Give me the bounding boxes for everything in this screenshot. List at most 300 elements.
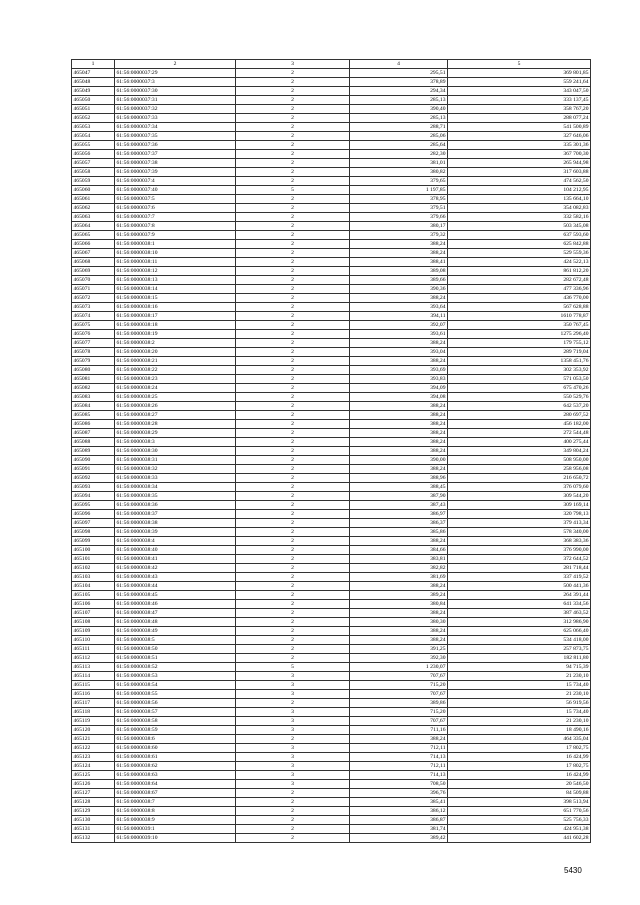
cadastral-number-cell: 61:56:0000038:35 [115,492,236,501]
row-id-cell: 465129 [72,807,115,816]
table-row [72,645,591,654]
value-cell: 272 544,48 [448,429,591,438]
row-id-cell: 465132 [72,834,115,843]
row-id-cell: 465112 [72,654,115,663]
value-cell: 559 241,64 [448,78,591,87]
value-cell: 625 842,88 [448,240,591,249]
value-cell: 56 919,56 [448,699,591,708]
table-row [72,303,591,312]
cadastral-number-cell: 61:56:0000038:36 [115,501,236,510]
cadastral-number-cell: 61:56:0000038:7 [115,798,236,807]
table-row [72,393,591,402]
category-cell: 2 [236,564,350,573]
value-cell: 376 079,60 [448,483,591,492]
row-id-cell: 465071 [72,285,115,294]
category-cell: 2 [236,609,350,618]
cadastral-number-cell: 61:56:0000037:5 [115,195,236,204]
cadastral-number-cell: 61:56:0000038:54 [115,681,236,690]
table-row [72,474,591,483]
table-row [72,330,591,339]
table-row [72,285,591,294]
row-id-cell: 465105 [72,591,115,600]
category-cell: 3 [236,780,350,789]
row-id-cell: 465056 [72,150,115,159]
area-cell: 386,37 [350,519,448,528]
row-id-cell: 465070 [72,276,115,285]
area-cell: 388,24 [350,294,448,303]
row-id-cell: 465102 [72,564,115,573]
value-cell: 675 470,26 [448,384,591,393]
area-cell: 712,11 [350,744,448,753]
row-id-cell: 465099 [72,537,115,546]
area-cell: 711,16 [350,726,448,735]
category-cell: 2 [236,285,350,294]
row-id-cell: 465090 [72,456,115,465]
cadastral-number-cell: 61:56:0000038:38 [115,519,236,528]
value-cell: 84 509,88 [448,789,591,798]
area-cell: 285,13 [350,114,448,123]
category-cell: 2 [236,816,350,825]
cadastral-number-cell: 61:56:0000038:10 [115,249,236,258]
area-cell: 1 230,07 [350,663,448,672]
value-cell: 264 391,44 [448,591,591,600]
category-cell: 2 [236,321,350,330]
table-row [72,177,591,186]
row-id-cell: 465050 [72,96,115,105]
cadastral-number-cell: 61:56:0000038:18 [115,321,236,330]
category-cell: 2 [236,222,350,231]
value-cell: 349 804,24 [448,447,591,456]
value-cell: 94 715,39 [448,663,591,672]
area-cell: 390,40 [350,105,448,114]
area-cell: 391,25 [350,645,448,654]
row-id-cell: 465127 [72,789,115,798]
cadastral-number-cell: 61:56:0000038:9 [115,816,236,825]
area-cell: 393,83 [350,375,448,384]
row-id-cell: 465052 [72,114,115,123]
cadastral-number-cell: 61:56:0000037:9 [115,231,236,240]
row-id-cell: 465069 [72,267,115,276]
table-row [72,699,591,708]
area-cell: 389,86 [350,699,448,708]
row-id-cell: 465108 [72,618,115,627]
cadastral-number-cell: 61:56:0000038:24 [115,384,236,393]
cadastral-number-cell: 61:56:0000037:31 [115,96,236,105]
row-id-cell: 465120 [72,726,115,735]
row-id-cell: 465094 [72,492,115,501]
cadastral-number-cell: 61:56:0000038:23 [115,375,236,384]
value-cell: 525 756,33 [448,816,591,825]
row-id-cell: 465114 [72,672,115,681]
row-id-cell: 465084 [72,402,115,411]
table-row [72,366,591,375]
row-id-cell: 465049 [72,87,115,96]
area-cell: 715,20 [350,708,448,717]
area-cell: 396,76 [350,789,448,798]
category-cell: 2 [236,699,350,708]
row-id-cell: 465124 [72,762,115,771]
value-cell: 534 418,00 [448,636,591,645]
area-cell: 388,24 [350,420,448,429]
category-cell: 2 [236,555,350,564]
table-row [72,735,591,744]
row-id-cell: 465080 [72,366,115,375]
value-cell: 327 646,06 [448,132,591,141]
table-row [72,789,591,798]
category-cell: 2 [236,465,350,474]
area-cell: 388,24 [350,339,448,348]
table-row [72,816,591,825]
row-id-cell: 465104 [72,582,115,591]
value-cell: 15 734,40 [448,708,591,717]
area-cell: 387,90 [350,492,448,501]
area-cell: 1 197,85 [350,186,448,195]
table-row [72,744,591,753]
cadastral-number-cell: 61:56:0000038:39 [115,528,236,537]
table-row [72,780,591,789]
category-cell: 3 [236,672,350,681]
category-cell: 2 [236,168,350,177]
table-row [72,582,591,591]
area-cell: 386,87 [350,816,448,825]
row-id-cell: 465087 [72,429,115,438]
row-id-cell: 465126 [72,780,115,789]
value-cell: 302 353,92 [448,366,591,375]
row-id-cell: 465074 [72,312,115,321]
cadastral-number-cell: 61:56:0000038:52 [115,663,236,672]
table-row [72,204,591,213]
cadastral-number-cell: 61:56:0000037:33 [115,114,236,123]
category-cell: 2 [236,411,350,420]
area-cell: 382,82 [350,564,448,573]
value-cell: 258 956,08 [448,465,591,474]
value-cell: 312 986,90 [448,618,591,627]
value-cell: 317 603,88 [448,168,591,177]
value-cell: 464 335,04 [448,735,591,744]
cadastral-number-cell: 61:56:0000038:67 [115,789,236,798]
category-cell: 3 [236,717,350,726]
category-cell: 2 [236,807,350,816]
cadastral-number-cell: 61:56:0000038:48 [115,618,236,627]
row-id-cell: 465113 [72,663,115,672]
table-row [72,546,591,555]
category-cell: 2 [236,357,350,366]
cadastral-number-cell: 61:56:0000038:61 [115,753,236,762]
cadastral-number-cell: 61:56:0000038:49 [115,627,236,636]
value-cell: 257 873,75 [448,645,591,654]
table-row [72,231,591,240]
category-cell: 2 [236,600,350,609]
category-cell: 2 [236,339,350,348]
table-row [72,78,591,87]
category-cell: 3 [236,681,350,690]
row-id-cell: 465063 [72,213,115,222]
value-cell: 282 672,48 [448,276,591,285]
table-row [72,681,591,690]
category-cell: 2 [236,267,350,276]
value-cell: 861 812,20 [448,267,591,276]
table-row [72,96,591,105]
cadastral-number-cell: 61:56:0000037:30 [115,87,236,96]
row-id-cell: 465068 [72,258,115,267]
area-cell: 393,04 [350,348,448,357]
row-id-cell: 465051 [72,105,115,114]
area-cell: 385,41 [350,798,448,807]
table-row [72,483,591,492]
cadastral-number-cell: 61:56:0000037:39 [115,168,236,177]
cadastral-number-cell: 61:56:0000038:53 [115,672,236,681]
category-cell: 2 [236,501,350,510]
cadastral-number-cell: 61:56:0000038:50 [115,645,236,654]
value-cell: 641 334,56 [448,600,591,609]
area-cell: 389,08 [350,267,448,276]
table-row [72,321,591,330]
category-cell: 2 [236,240,350,249]
area-cell: 388,24 [350,465,448,474]
value-cell: 367 700,30 [448,150,591,159]
cadastral-number-cell: 61:56:0000038:17 [115,312,236,321]
table-row [72,114,591,123]
area-cell: 379,32 [350,231,448,240]
area-cell: 285,06 [350,132,448,141]
value-cell: 1358 451,76 [448,357,591,366]
area-cell: 387,43 [350,501,448,510]
area-cell: 388,24 [350,582,448,591]
area-cell: 380,30 [350,618,448,627]
category-cell: 2 [236,105,350,114]
cadastral-number-cell: 61:56:0000037:29 [115,69,236,78]
area-cell: 712,11 [350,762,448,771]
cadastral-number-cell: 61:56:0000038:4 [115,537,236,546]
value-cell: 477 336,96 [448,285,591,294]
row-id-cell: 465095 [72,501,115,510]
row-id-cell: 465047 [72,69,115,78]
category-cell: 2 [236,123,350,132]
row-id-cell: 465066 [72,240,115,249]
category-cell: 2 [236,456,350,465]
value-cell: 354 082,83 [448,204,591,213]
cadastral-number-cell: 61:56:0000038:25 [115,393,236,402]
cadastral-number-cell: 61:56:0000038:11 [115,258,236,267]
value-cell: 376 990,00 [448,546,591,555]
value-cell: 441 602,28 [448,834,591,843]
table-body [72,69,591,843]
value-cell: 288 077,24 [448,114,591,123]
cadastral-number-cell: 61:56:0000037:36 [115,141,236,150]
area-cell: 379,51 [350,204,448,213]
cadastral-number-cell: 61:56:0000038:51 [115,654,236,663]
category-cell: 2 [236,618,350,627]
value-cell: 368 383,36 [448,537,591,546]
table-header-row [72,60,591,69]
cadastral-number-cell: 61:56:0000037:4 [115,177,236,186]
area-cell: 384,66 [350,546,448,555]
area-cell: 386,12 [350,807,448,816]
cadastral-number-cell: 61:56:0000037:40 [115,186,236,195]
category-cell: 3 [236,726,350,735]
category-cell: 2 [236,132,350,141]
table-row [72,807,591,816]
cadastral-number-cell: 61:56:0000038:28 [115,420,236,429]
table-row [72,384,591,393]
value-cell: 529 559,36 [448,249,591,258]
value-cell: 309 169,14 [448,501,591,510]
value-cell: 642 537,20 [448,402,591,411]
cadastral-number-cell: 61:56:0000037:7 [115,213,236,222]
cadastral-number-cell: 61:56:0000038:20 [115,348,236,357]
area-cell: 393,61 [350,330,448,339]
area-cell: 707,67 [350,672,448,681]
row-id-cell: 465122 [72,744,115,753]
row-id-cell: 465107 [72,609,115,618]
area-cell: 714,13 [350,771,448,780]
value-cell: 508 950,00 [448,456,591,465]
area-cell: 388,45 [350,483,448,492]
area-cell: 388,24 [350,411,448,420]
category-cell: 2 [236,402,350,411]
area-cell: 379,66 [350,213,448,222]
table-row [72,267,591,276]
row-id-cell: 465092 [72,474,115,483]
cadastral-number-cell: 61:56:0000038:30 [115,447,236,456]
category-cell: 2 [236,438,350,447]
cadastral-number-cell: 61:56:0000038:62 [115,762,236,771]
category-cell: 2 [236,798,350,807]
table-row [72,510,591,519]
table-row [72,672,591,681]
area-cell: 388,24 [350,447,448,456]
area-cell: 285,64 [350,141,448,150]
cadastral-number-cell: 61:56:0000038:46 [115,600,236,609]
category-cell: 2 [236,231,350,240]
category-cell: 2 [236,159,350,168]
category-cell: 2 [236,447,350,456]
cadastral-number-cell: 61:56:0000038:45 [115,591,236,600]
area-cell: 294,34 [350,87,448,96]
row-id-cell: 465078 [72,348,115,357]
row-id-cell: 465106 [72,600,115,609]
row-id-cell: 465091 [72,465,115,474]
row-id-cell: 465085 [72,411,115,420]
table-row [72,573,591,582]
category-cell: 2 [236,249,350,258]
row-id-cell: 465081 [72,375,115,384]
row-id-cell: 465060 [72,186,115,195]
value-cell: 280 697,52 [448,411,591,420]
category-cell: 2 [236,420,350,429]
area-cell: 378,89 [350,78,448,87]
table-row [72,141,591,150]
area-cell: 381,74 [350,825,448,834]
table-row [72,762,591,771]
category-cell: 5 [236,663,350,672]
value-cell: 216 650,72 [448,474,591,483]
table-row [72,69,591,78]
table-row [72,591,591,600]
row-id-cell: 465097 [72,519,115,528]
area-cell: 385,86 [350,528,448,537]
area-cell: 390,36 [350,285,448,294]
area-cell: 388,24 [350,240,448,249]
table-row [72,456,591,465]
row-id-cell: 465073 [72,303,115,312]
value-cell: 571 053,50 [448,375,591,384]
area-cell: 285,13 [350,96,448,105]
column-header-1: 1 [72,60,115,69]
cadastral-number-cell: 61:56:0000038:33 [115,474,236,483]
category-cell: 2 [236,582,350,591]
area-cell: 393,64 [350,303,448,312]
category-cell: 2 [236,429,350,438]
table-row [72,798,591,807]
value-cell: 387 463,52 [448,609,591,618]
column-header-5: 5 [448,60,591,69]
cadastral-number-cell: 61:56:0000037:32 [115,105,236,114]
row-id-cell: 465088 [72,438,115,447]
cadastral-value-table [71,59,591,843]
value-cell: 424 522,13 [448,258,591,267]
row-id-cell: 465096 [72,510,115,519]
category-cell: 2 [236,366,350,375]
category-cell: 3 [236,690,350,699]
row-id-cell: 465067 [72,249,115,258]
value-cell: 179 755,12 [448,339,591,348]
table-row [72,726,591,735]
table-row [72,195,591,204]
value-cell: 474 562,50 [448,177,591,186]
row-id-cell: 465057 [72,159,115,168]
value-cell: 350 767,45 [448,321,591,330]
area-cell: 388,24 [350,609,448,618]
cadastral-number-cell: 61:56:0000038:5 [115,636,236,645]
value-cell: 332 582,16 [448,213,591,222]
value-cell: 567 628,88 [448,303,591,312]
row-id-cell: 465121 [72,735,115,744]
cadastral-number-cell: 61:56:0000038:2 [115,339,236,348]
table-row [72,537,591,546]
row-id-cell: 465082 [72,384,115,393]
cadastral-number-cell: 61:56:0000038:1 [115,240,236,249]
row-id-cell: 465076 [72,330,115,339]
value-cell: 320 798,13 [448,510,591,519]
cadastral-number-cell: 61:56:0000038:8 [115,807,236,816]
cadastral-number-cell: 61:56:0000037:6 [115,204,236,213]
cadastral-number-cell: 61:56:0000038:12 [115,267,236,276]
area-cell: 380,84 [350,600,448,609]
row-id-cell: 465125 [72,771,115,780]
category-cell: 2 [236,537,350,546]
table-row [72,186,591,195]
area-cell: 389,24 [350,591,448,600]
value-cell: 637 593,60 [448,231,591,240]
table-row [72,339,591,348]
area-cell: 386,97 [350,510,448,519]
table-row [72,132,591,141]
area-cell: 394,09 [350,384,448,393]
category-cell: 2 [236,510,350,519]
cadastral-number-cell: 61:56:0000038:60 [115,744,236,753]
category-cell: 2 [236,96,350,105]
area-cell: 380,17 [350,222,448,231]
row-id-cell: 465055 [72,141,115,150]
area-cell: 388,24 [350,402,448,411]
table-row [72,420,591,429]
table-row [72,213,591,222]
area-cell: 392,30 [350,654,448,663]
category-cell: 2 [236,636,350,645]
cadastral-number-cell: 61:56:0000038:57 [115,708,236,717]
value-cell: 541 500,89 [448,123,591,132]
